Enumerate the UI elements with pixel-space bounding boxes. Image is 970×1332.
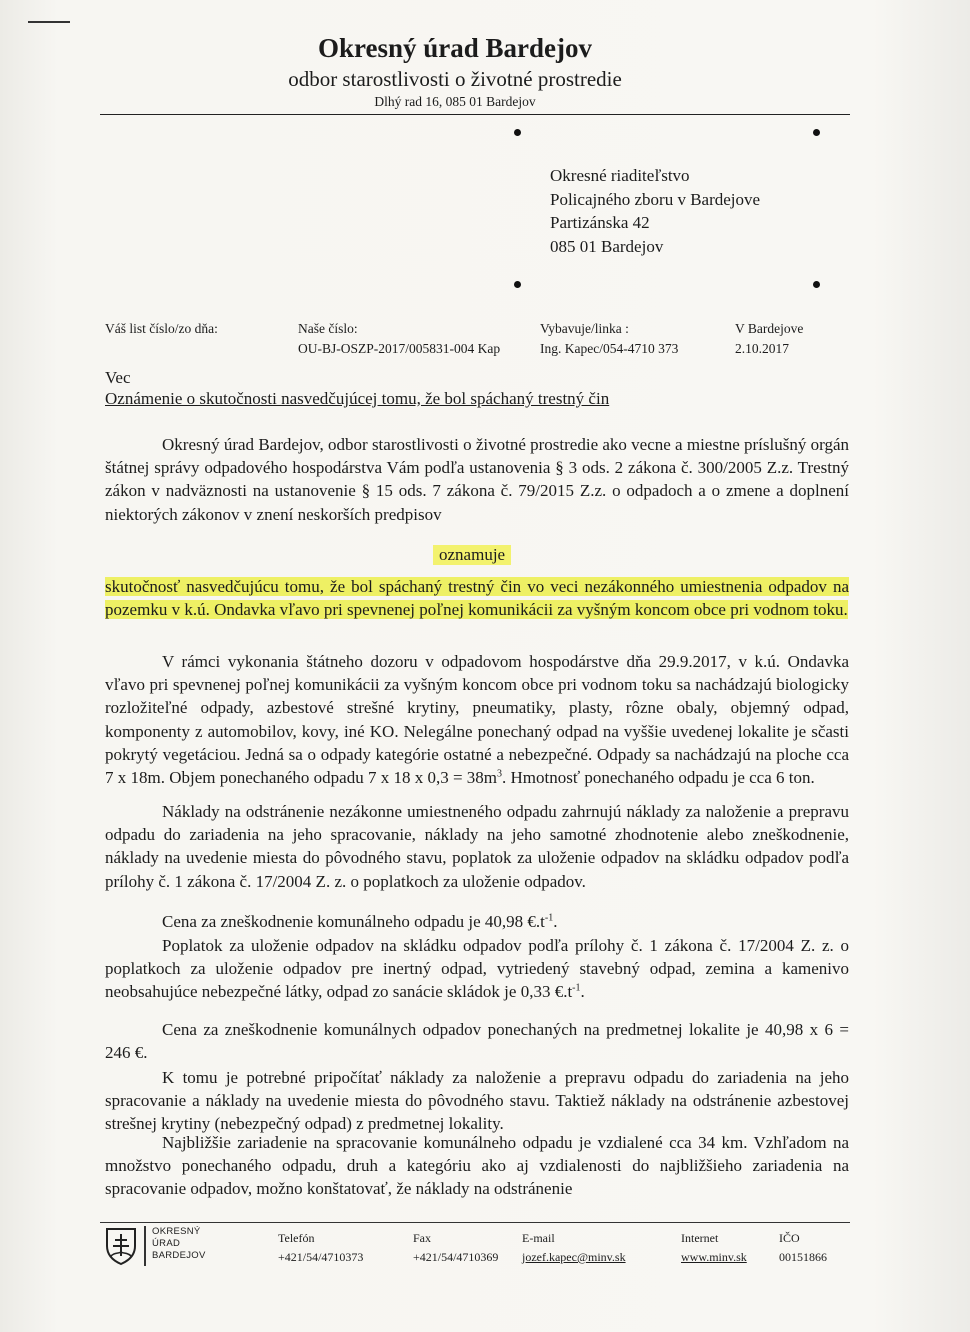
footer-ico (779, 1229, 827, 1267)
recipient-line: Okresné riaditeľstvo (550, 166, 690, 185)
office-address: Dlhý rad 16, 085 01 Bardejov (374, 94, 536, 109)
footer-org-line: BARDEJOV (152, 1250, 206, 1261)
coat-of-arms-icon (104, 1226, 138, 1266)
footer-web (681, 1229, 747, 1267)
superscript: -1 (572, 982, 581, 994)
footer-email-link[interactable]: jozef.kapec@minv.sk (522, 1250, 626, 1264)
window-corner-dot (813, 129, 820, 136)
handled-by-value: Ing. Kapec/054-4710 373 (540, 341, 679, 356)
additional-costs-paragraph: K tomu je potrebné pripočítať náklady za naloženie a prepravu odpadu do zariadenia na jeho spracovanie a náklady na uvedenie miesta do pôvodného stavu. Taktiež náklady na odstránenie azbestovej strešnej krytiny (nebezpečný odpad) z predmetnej lokality. (105, 1068, 849, 1134)
place: V Bardejove (735, 321, 804, 336)
recipient-line: Policajného zboru v Bardejove (550, 189, 761, 209)
window-corner-dot (813, 281, 820, 288)
price-text: Cena za zneškodnenie komunálneho odpadu je 40,98 €.t (162, 912, 545, 931)
corner-mark (28, 21, 70, 23)
footer-email (522, 1229, 626, 1267)
findings-text: V rámci vykonania štátneho dozoru v odpadovom hospodárstve dňa 29.9.2017, v k.ú. Ondavka vľavo pri spevnenej poľnej komunikácii za vyšným koncom obce pri vodnom toku sa nachádzajú biologicky rozložiteľné odpady, azbestové strešné krytiny, pneumatiky, plasty, rôzne obaly, objemný odpad, komponenty z automobilov, kovy, iné KO. Nelegálne ponechaný odpad na vyššie uvedenej lokalite je sčasti pokrytý vegetáciou. Jedná sa o odpady kategórie ostatné a nebezpečné. Odpady sa nachádzajú na ploche cca 7 x 18m. Objem ponechaného odpadu 7 x 18 x 0,3 = 38m (105, 652, 849, 788)
footer-email-label: E-mail (522, 1231, 555, 1245)
footer-rule (100, 1222, 850, 1223)
fee-paragraph (105, 934, 849, 1004)
footer-ico-value: 00151866 (779, 1250, 827, 1264)
handled-by (540, 319, 678, 359)
superscript: -1 (544, 912, 554, 924)
price-paragraph (105, 910, 849, 933)
our-number (298, 319, 500, 359)
findings-paragraph (105, 650, 849, 789)
office-title: Okresný úrad Bardejov (317, 33, 593, 63)
footer-org-line: OKRESNÝ (152, 1226, 201, 1237)
date: 2.10.2017 (735, 341, 789, 356)
superscript: 3 (497, 768, 503, 780)
fee-text: Poplatok za uloženie odpadov na skládku odpadov podľa prílohy č. 1 zákona č. 17/2004 Z. z. o poplatkoch za uloženie odpadov pre inertný odpad, vytriedený stavebný odpad, zemina a kamenivo neobsahujúce nebezpečné látky, odpad zo sanácie skládok je 0,33 €.t (105, 936, 849, 1002)
fact-paragraph (105, 575, 849, 621)
highlighted-fact: skutočnosť nasvedčujúcu tomu, že bol spáchaný trestný čin vo veci nezákonného umiestnenia odpadov na pozemku v k.ú. Ondavka vľavo pri spevnenej poľnej komunikácii za vyšným koncom obce pri vodnom toku. (105, 577, 849, 620)
recipient-line: Partizánska 42 (550, 213, 650, 232)
distance-paragraph: Najbližšie zariadenie na spracovanie komunálneho odpadu je vzdialené cca 34 km. Vzhľadom na množstvo ponechaného odpadu, druh a kategóriu ako aj vzdialenosti do najbližšieho zariadenia na spracovanie odpadov, možno konštatovať, že náklady na odstránenie (105, 1133, 849, 1199)
footer-web-link[interactable]: www.minv.sk (681, 1250, 747, 1264)
footer-web-label: Internet (681, 1231, 719, 1245)
footer-phone (278, 1229, 363, 1267)
announce-word: oznamuje (433, 545, 511, 565)
footer-fax-label: Fax (413, 1231, 431, 1245)
price-text-end: . (553, 912, 558, 931)
header-rule (100, 114, 850, 115)
subject-text: Oznámenie o skutočnosti nasvedčujúcej tomu, že bol spáchaný trestný čin (105, 389, 610, 408)
footer-fax-value: +421/54/4710369 (413, 1250, 499, 1264)
total-paragraph: Cena za zneškodnenie komunálnych odpadov ponechaných na predmetnej lokalite je 40,98 x 6 = 246 €. (105, 1020, 849, 1063)
department-name: odbor starostlivosti o životné prostredie (288, 67, 622, 91)
footer-org-line: ÚRAD (152, 1238, 181, 1249)
findings-text-end: . Hmotnosť ponechaného odpadu je cca 6 ton. (502, 768, 815, 788)
footer-phone-label: Telefón (278, 1231, 315, 1245)
intro-paragraph: Okresný úrad Bardejov, odbor starostlivosti o životné prostredie ako vecne a miestne príslušný orgán štátnej správy odpadového hospodárstva Vám podľa ustanovenia § 3 ods. 2 zákona č. 300/2005 Z.z. Trestný zákon v nadväznosti na ustanovenie § 15 ods. 7 zákona č. 79/2015 Z.z. o odpadoch a o zmene a doplnení niektorých zákonov v znení neskorších predpisov (105, 435, 849, 524)
handled-by-label: Vybavuje/linka : (540, 321, 629, 336)
place-date (735, 319, 803, 359)
fee-text-end: . (580, 982, 585, 1002)
footer-fax (413, 1229, 498, 1267)
footer-divider (144, 1226, 146, 1266)
window-corner-dot (514, 281, 521, 288)
footer-organization (152, 1226, 206, 1262)
our-number-value: OU-BJ-OSZP-2017/005831-004 Kap (298, 341, 501, 356)
footer-ico-label: IČO (779, 1231, 800, 1245)
subject-label: Vec (105, 368, 131, 387)
your-letter-label: Váš list číslo/zo dňa: (105, 321, 218, 336)
recipient-address (550, 164, 760, 258)
window-corner-dot (514, 129, 521, 136)
recipient-line: 085 01 Bardejov (550, 236, 664, 256)
costs-paragraph: Náklady na odstránenie nezákonne umiestneného odpadu zahrnujú náklady za naloženie a prepravu odpadu do zariadenia na jeho spracovanie, náklady na jeho samotné zhodnotenie alebo zneškodnenie, náklady na uvedenie miesta do pôvodného stavu, poplatok za uloženie odpadov na skládku odpadov podľa prílohy č. 1 zákona č. 17/2004 Z. z. o poplatkoch za uloženie odpadov. (105, 802, 849, 891)
our-number-label: Naše číslo: (298, 321, 358, 336)
footer-phone-value: +421/54/4710373 (278, 1250, 364, 1264)
